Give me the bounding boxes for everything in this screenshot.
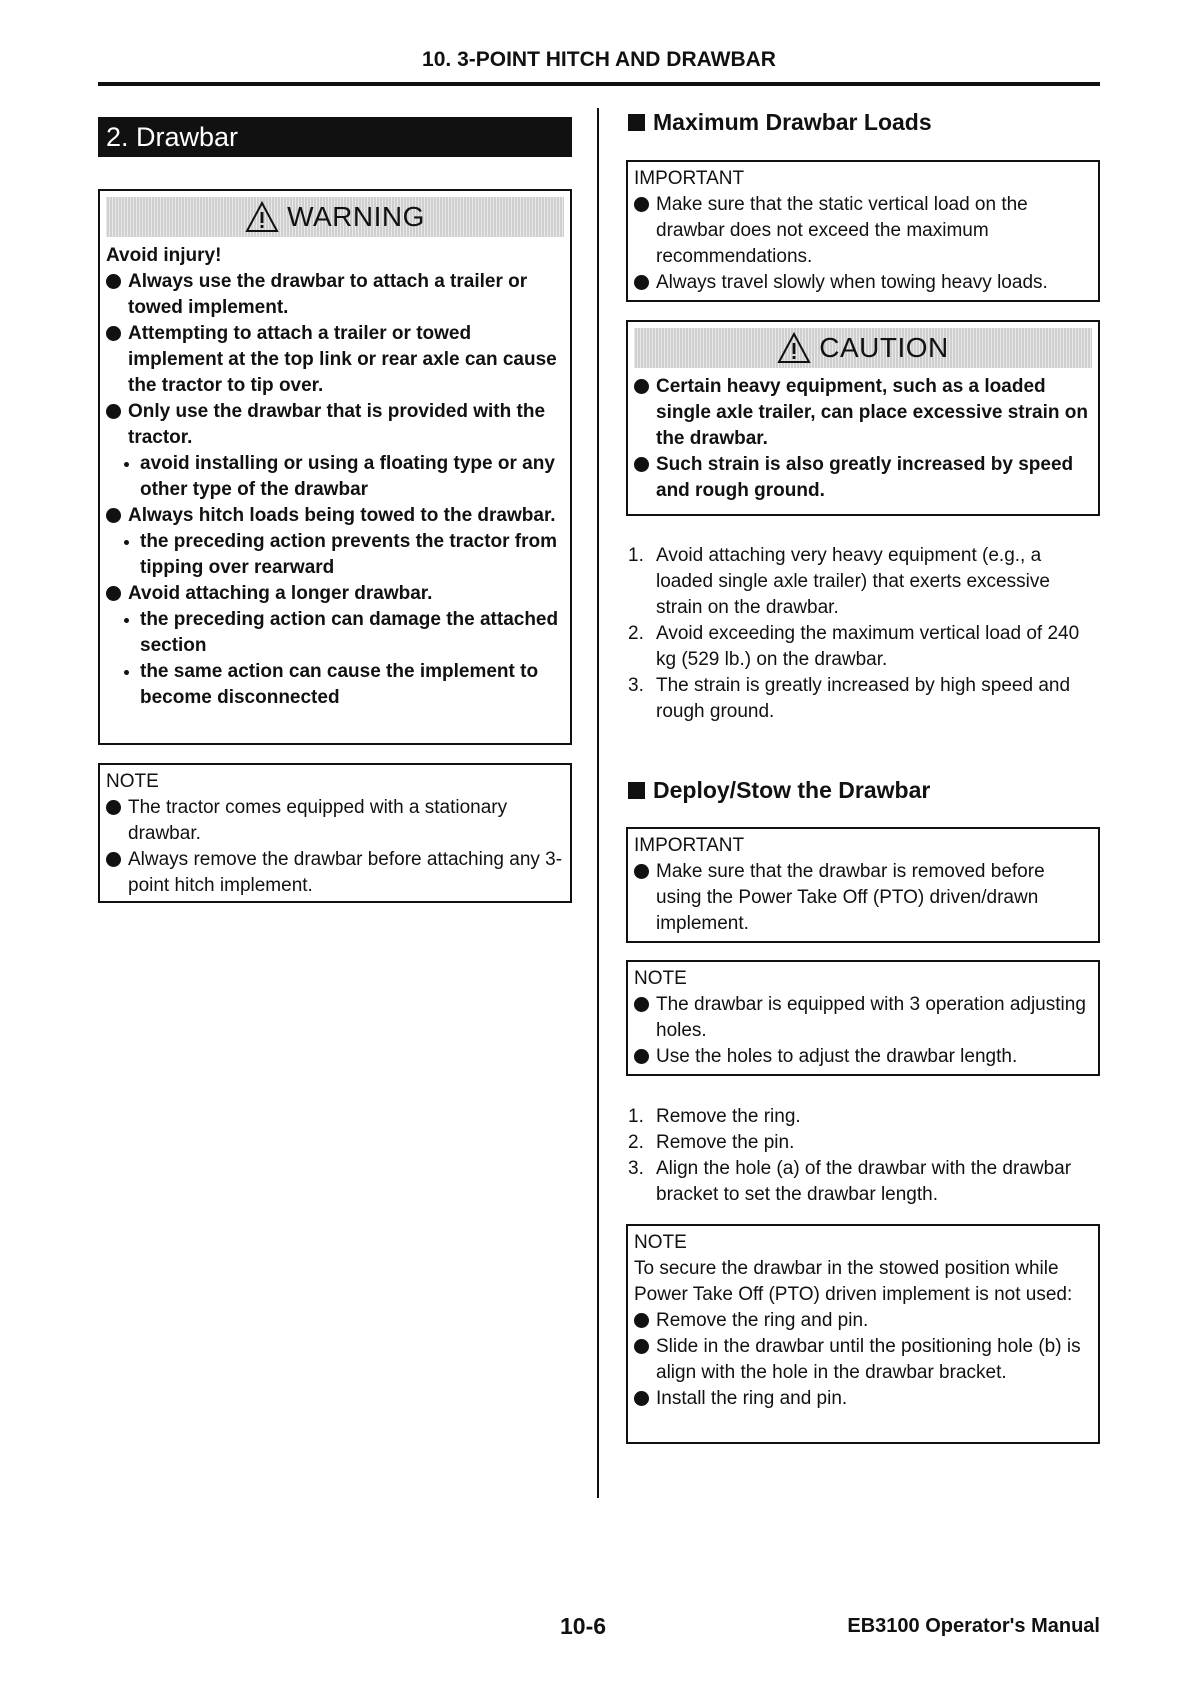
bullet-icon (634, 997, 649, 1012)
manual-title: EB3100 Operator's Manual (847, 1615, 1100, 1637)
list-item: Slide in the drawbar until the positioning hole (b) is align with the hole in the drawbar bracket. (634, 1334, 1092, 1386)
bullet-icon (106, 274, 121, 289)
list-item: Install the ring and pin. (634, 1386, 1092, 1412)
max-loads-heading: Maximum Drawbar Loads (628, 109, 932, 136)
note-box-holes (626, 960, 1100, 1076)
bullet-icon (106, 508, 121, 523)
bullet-icon (634, 379, 649, 394)
step-item: 2. Remove the pin. (628, 1130, 1098, 1156)
running-header: 10. 3-POINT HITCH AND DRAWBAR (422, 48, 776, 71)
important-box-loads (626, 160, 1100, 302)
bullet-icon (106, 326, 121, 341)
step-number: 1. (628, 1106, 644, 1127)
list-item: Such strain is also greatly increased by speed and rough ground. (634, 452, 1092, 504)
square-bullet-icon (628, 114, 645, 131)
step-number: 2. (628, 623, 644, 644)
list-item: Make sure that the static vertical load on the drawbar does not exceed the maximum recommendations. (634, 192, 1092, 270)
note-box-left (98, 763, 572, 903)
bullet-icon (106, 800, 121, 815)
important-label: IMPORTANT (634, 835, 745, 856)
bullet-icon (106, 852, 121, 867)
important-box-deploy (626, 827, 1100, 943)
sub-list-item: the same action can cause the implement to become disconnected (106, 659, 564, 711)
important-label: IMPORTANT (634, 168, 745, 189)
list-item: Always hitch loads being towed to the drawbar. (106, 503, 564, 529)
caution-box (626, 320, 1100, 516)
note-intro: To secure the drawbar in the stowed position while Power Take Off (PTO) driven implement is not used: (634, 1258, 1073, 1305)
list-item: Use the holes to adjust the drawbar length. (634, 1044, 1092, 1070)
list-item: Always remove the drawbar before attaching any 3-point hitch implement. (106, 847, 564, 899)
column-divider (597, 108, 599, 1498)
list-item: Certain heavy equipment, such as a loaded single axle trailer, can place excessive strain on the drawbar. (634, 374, 1092, 452)
bullet-icon (634, 1391, 649, 1406)
warning-box (98, 189, 572, 745)
step-number: 3. (628, 1158, 644, 1179)
page-number: 10-6 (560, 1613, 607, 1639)
note-label: NOTE (106, 771, 159, 792)
warning-banner-label: WARNING (287, 201, 425, 232)
sub-bullet-icon (124, 462, 129, 467)
bullet-icon (634, 1049, 649, 1064)
bullet-icon (634, 1339, 649, 1354)
list-item: Make sure that the drawbar is removed before using the Power Take Off (PTO) driven/drawn implement. (634, 859, 1092, 937)
list-item: The drawbar is equipped with 3 operation adjusting holes. (634, 992, 1092, 1044)
bullet-icon (634, 1313, 649, 1328)
step-item: 2. Avoid exceeding the maximum vertical load of 240 kg (529 lb.) on the drawbar. (628, 623, 1080, 670)
bullet-icon (634, 864, 649, 879)
list-item: The tractor comes equipped with a stationary drawbar. (106, 795, 564, 847)
step-item: 3. The strain is greatly increased by high speed and rough ground. (628, 675, 1071, 722)
sub-bullet-icon (124, 670, 129, 675)
step-item: 3. Align the hole (a) of the drawbar with the drawbar bracket to set the drawbar length. (628, 1158, 1072, 1205)
step-number: 1. (628, 545, 644, 566)
list-item: Always use the drawbar to attach a trailer or towed implement. (106, 269, 564, 321)
warning-triangle-icon (777, 332, 811, 364)
header-rule (98, 82, 1100, 86)
sub-list-item: the preceding action prevents the tractor from tipping over rearward (106, 529, 564, 581)
warning-banner (106, 197, 564, 237)
note-label: NOTE (634, 968, 687, 989)
deploy-heading: Deploy/Stow the Drawbar (628, 777, 930, 804)
list-item: Remove the ring and pin. (634, 1308, 1092, 1334)
sub-list-item: the preceding action can damage the attached section (106, 607, 564, 659)
list-item: Avoid attaching a longer drawbar. (106, 581, 564, 607)
bullet-icon (106, 586, 121, 601)
note-box-stow (626, 1224, 1100, 1444)
step-item: 1. Remove the ring. (628, 1104, 1098, 1130)
sub-bullet-icon (124, 618, 129, 623)
square-bullet-icon (628, 782, 645, 799)
bullet-icon (634, 197, 649, 212)
loads-steps (628, 543, 1098, 725)
step-number: 2. (628, 1132, 644, 1153)
warning-list (106, 269, 564, 711)
deploy-steps (628, 1104, 1098, 1208)
sub-bullet-icon (124, 540, 129, 545)
step-item: 1. Avoid attaching very heavy equipment (e.g., a loaded single axle trailer) that exerts excessive strain on the drawbar. (628, 545, 1050, 618)
list-item: Only use the drawbar that is provided with the tractor. (106, 399, 564, 451)
sub-list-item: avoid installing or using a floating type or any other type of the drawbar (106, 451, 564, 503)
caution-banner (634, 328, 1092, 368)
list-item: Attempting to attach a trailer or towed implement at the top link or rear axle can cause the tractor to tip over. (106, 321, 564, 399)
bullet-icon (106, 404, 121, 419)
bullet-icon (634, 457, 649, 472)
warning-lead: Avoid injury! (106, 245, 222, 266)
section-title: 2. Drawbar (98, 117, 572, 157)
step-number: 3. (628, 675, 644, 696)
list-item: Always travel slowly when towing heavy loads. (634, 270, 1092, 296)
bullet-icon (634, 275, 649, 290)
note-label: NOTE (634, 1232, 687, 1253)
caution-banner-label: CAUTION (819, 332, 949, 363)
warning-triangle-icon (245, 201, 279, 233)
